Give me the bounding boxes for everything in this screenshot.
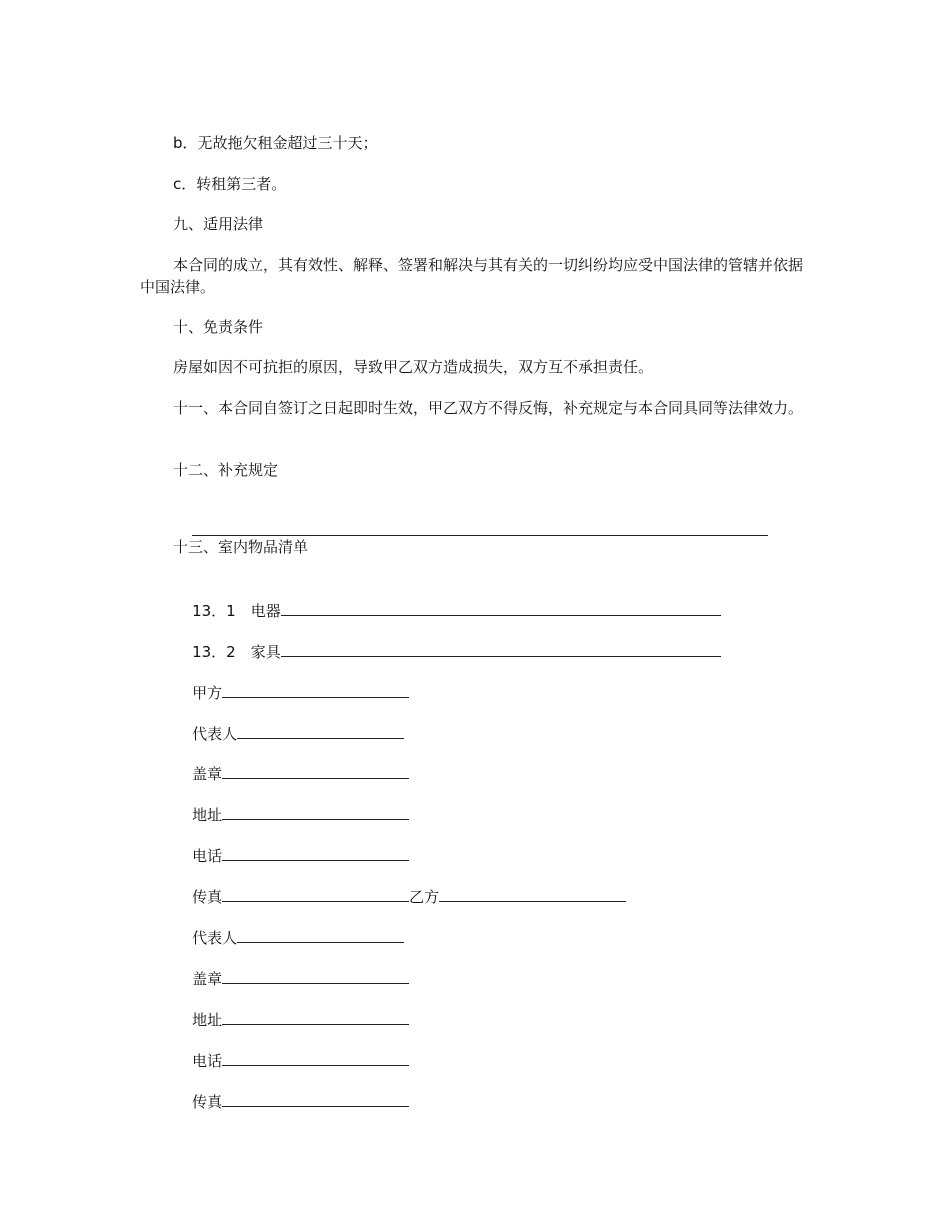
section-nine-title: 九、适用法律	[173, 215, 264, 233]
party-a-seal-label: 盖章	[192, 765, 223, 783]
party-a-blank	[222, 681, 409, 698]
party-b-addr-label: 地址	[192, 1011, 223, 1029]
party-a-seal-blank	[222, 762, 409, 779]
clause-c: c．转租第三者。	[173, 175, 287, 193]
item-13-2-blank	[281, 640, 721, 657]
party-b-rep-label: 代表人	[192, 929, 238, 947]
party-a-fax-blank	[222, 885, 409, 902]
party-a-tel-blank	[222, 844, 409, 861]
clause-b: b．无故拖欠租金超过三十天；	[173, 134, 378, 152]
party-a-addr-blank	[222, 803, 409, 820]
section-eleven: 十一、本合同自签订之日起即时生效，甲乙双方不得反悔，补充规定与本合同具同等法律效力。	[173, 399, 804, 417]
party-b-seal-blank	[222, 967, 409, 984]
party-b-fax-line	[173, 1068, 409, 1135]
supplement-blank	[192, 519, 768, 536]
item-13-1-label: 13．1 电器	[192, 602, 281, 620]
party-a-rep-blank	[237, 722, 404, 739]
party-b-tel-blank	[222, 1049, 409, 1066]
section-twelve-title: 十二、补充规定	[173, 461, 279, 479]
party-a-addr-label: 地址	[192, 806, 223, 824]
item-13-2-label: 13．2 家具	[192, 643, 281, 661]
party-a-rep-label: 代表人	[192, 725, 238, 743]
section-ten-title: 十、免责条件	[173, 318, 264, 336]
section-nine-body: 本合同的成立，其有效性、解释、签署和解决与其有关的一切纠纷均应受中国法律的管辖并依据中国法律。	[140, 256, 804, 296]
party-b-addr-blank	[222, 1008, 409, 1025]
party-b-blank	[439, 885, 626, 902]
item-13-1-blank	[281, 599, 721, 616]
party-a-tel-label: 电话	[192, 847, 223, 865]
party-a-fax-label: 传真	[192, 888, 223, 906]
section-ten-body: 房屋如因不可抗拒的原因，导致甲乙双方造成损失，双方互不承担责任。	[173, 358, 654, 376]
party-a-label: 甲方	[192, 684, 223, 702]
party-b-rep-blank	[237, 926, 404, 943]
party-b-seal-label: 盖章	[192, 970, 223, 988]
party-b-label: 乙方	[409, 888, 440, 906]
section-thirteen-title: 十三、室内物品清单	[173, 538, 309, 556]
party-b-fax-label: 传真	[192, 1093, 223, 1111]
party-b-tel-label: 电话	[192, 1052, 223, 1070]
party-b-fax-blank	[222, 1090, 409, 1107]
